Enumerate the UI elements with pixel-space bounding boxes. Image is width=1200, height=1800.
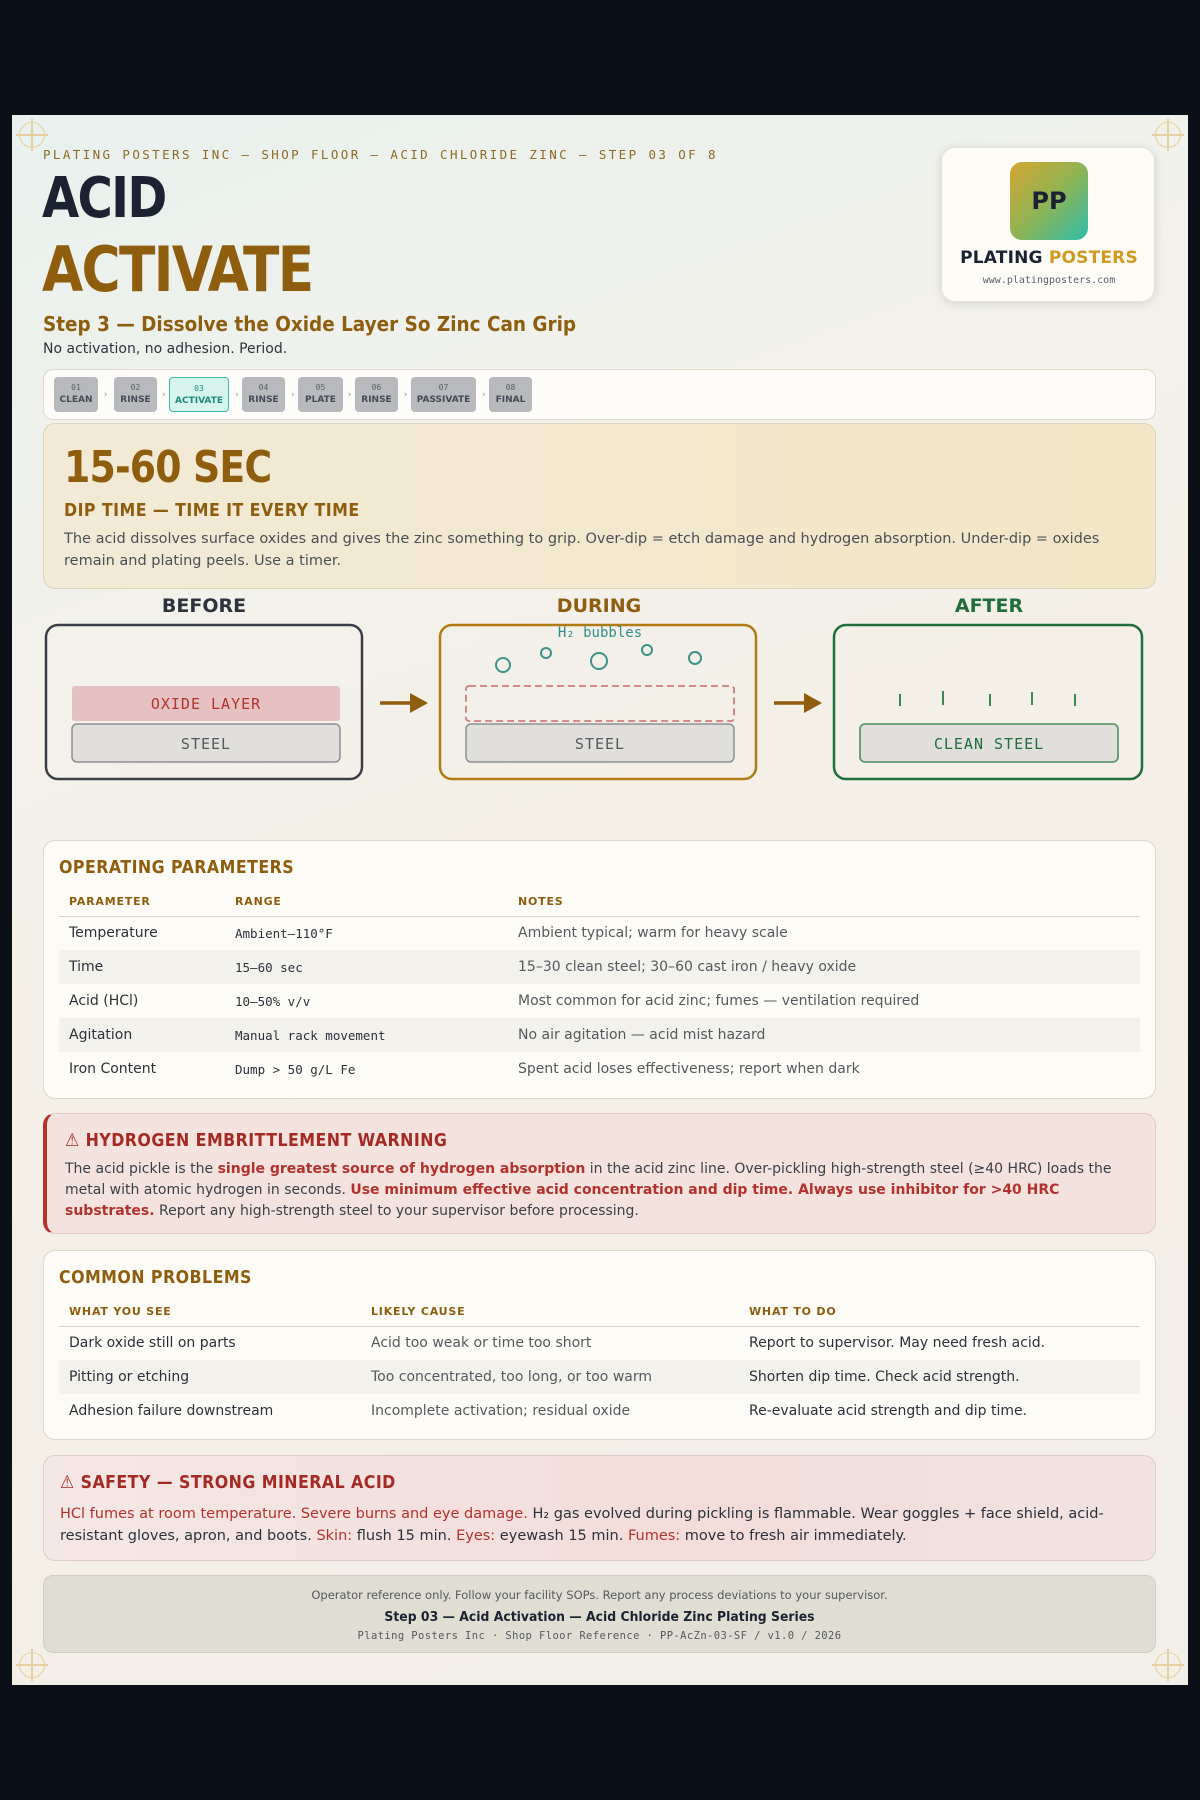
bubble-icon (496, 658, 510, 672)
step-08: 08 FINAL (489, 377, 532, 412)
before-steel-label: STEEL (180, 735, 232, 753)
safety-card (43, 1455, 1156, 1561)
registration-mark-top-right (1155, 122, 1181, 148)
poster (12, 115, 1188, 1685)
dip-time-body: The acid dissolves surface oxides and gives the zinc something to grip. Over-dip = etch damage and hydrogen absorption. Under-dip = oxides remain and plating peels. Use a timer. (64, 531, 1100, 569)
h2-bubbles-label: H₂ bubbles (557, 625, 643, 641)
logo-url: www.platingposters.com (982, 275, 1116, 286)
table-row: Time 15–60 sec 15–30 clean steel; 30–60 cast iron / heavy oxide (59, 950, 1140, 984)
tagline: No activation, no adhesion. Period. (43, 341, 288, 357)
table-row: Pitting or etching Too concentrated, too long, or too warm Shorten dip time. Check acid strength. (59, 1360, 1140, 1394)
chevron-right-icon: › (404, 390, 408, 400)
arrow-right-icon-head (804, 693, 822, 713)
arrow-right-icon-head (410, 693, 428, 713)
step-04: 04 RINSE (242, 377, 285, 412)
registration-mark-top-left (19, 122, 45, 148)
footer (43, 1575, 1156, 1653)
footer-series-title: Step 03 — Acid Activation — Acid Chloride Zinc Plating Series (384, 1609, 815, 1625)
table-row: Dark oxide still on parts Acid too weak or time too short Report to supervisor. May need fresh acid. (69, 1335, 1046, 1352)
chevron-right-icon: › (235, 390, 239, 400)
table-row: Acid (HCl) 10–50% v/v Most common for acid zinc; fumes — ventilation required (69, 993, 920, 1009)
hydrogen-warning-body: The acid pickle is the single greatest source of hydrogen absorption in the acid zinc line. Over-pickling high-strength steel (≥40 HRC) loads the metal with atomic hydrogen in seconds. Use minimum effective acid concentration and dip time. Always use inhibitor for >40 HRC substrates. Report any high-strength steel to your supervisor before processing. (65, 1161, 1112, 1219)
footer-disclaimer: Operator reference only. Follow your facility SOPs. Report any process deviations to your supervisor. (311, 1588, 888, 1602)
during-label: DURING (556, 595, 642, 617)
step-07: 07 PASSIVATE (411, 377, 476, 412)
kicker: PLATING POSTERS INC — SHOP FLOOR — ACID CHLORIDE ZINC — STEP 03 OF 8 (43, 147, 718, 162)
operating-parameters-title: OPERATING PARAMETERS (59, 857, 295, 878)
before-label: BEFORE (161, 595, 247, 617)
step-progress-bar (43, 369, 1156, 420)
logo-card (941, 147, 1155, 302)
operating-parameters-card (43, 840, 1156, 1099)
chevron-right-icon: › (104, 390, 108, 400)
sparkle-mark-icon (900, 691, 1075, 706)
dip-time-value: 15-60 SEC (64, 442, 272, 493)
hydrogen-warning-title: ⚠ HYDROGEN EMBRITTLEMENT WARNING (65, 1130, 448, 1151)
common-problems-title: COMMON PROBLEMS (59, 1267, 252, 1288)
safety-title: ⚠ SAFETY — STRONG MINERAL ACID (60, 1472, 396, 1493)
dip-time-heading: DIP TIME — TIME IT EVERY TIME (64, 500, 360, 521)
bubble-icon (591, 653, 607, 669)
logo-name (942, 248, 1156, 268)
column-header: NOTES (508, 888, 1140, 916)
step-02: 02 RINSE (114, 377, 157, 412)
table-row: Agitation Manual rack movement No air agitation — acid mist hazard (59, 1018, 1140, 1052)
chevron-right-icon: › (482, 390, 486, 400)
footer-reference: Plating Posters Inc · Shop Floor Reference · PP-AcZn-03-SF / v1.0 / 2026 (357, 1630, 842, 1642)
logo-mark-icon: PP (1010, 162, 1088, 240)
step-05: 05 PLATE (298, 377, 343, 412)
title-line-2: ACTIVATE (42, 233, 313, 306)
column-header: RANGE (225, 888, 508, 916)
registration-mark-bottom-right (1155, 1652, 1181, 1678)
step-01: 01 CLEAN (54, 377, 98, 412)
table-row: Temperature Ambient–110°F Ambient typical; warm for heavy scale (69, 925, 788, 942)
chevron-right-icon: › (348, 390, 352, 400)
bubble-icon (689, 652, 701, 664)
step-03-active: 03 ACTIVATE (169, 377, 229, 412)
oxide-layer-label: OXIDE LAYER (150, 695, 262, 713)
after-label: AFTER (954, 595, 1024, 617)
logo-name-part1: PLATING (960, 248, 1049, 268)
dissolving-oxide-outline (466, 686, 734, 721)
table-row: Iron Content Dump > 50 g/L Fe Spent acid loses effectiveness; report when dark (69, 1061, 860, 1077)
column-header: PARAMETER (59, 888, 225, 916)
chevron-right-icon: › (291, 390, 295, 400)
activation-diagram (12, 595, 1188, 805)
safety-body: HCl fumes at room temperature. Severe burns and eye damage. H₂ gas evolved during pickling is flammable. Wear goggles + face shield, acid-resistant gloves, apron, and boots. Skin: flush 15 min. Eyes: eyewash 15 min. Fumes: move to fresh air immediately. (60, 1506, 1104, 1544)
column-header: WHAT TO DO (739, 1298, 1140, 1326)
subtitle: Step 3 — Dissolve the Oxide Layer So Zinc Can Grip (43, 312, 577, 336)
hydrogen-warning-card (43, 1113, 1156, 1234)
table-header-row (59, 1298, 1140, 1326)
table-header-row (59, 888, 1140, 916)
common-problems-card (43, 1250, 1156, 1440)
bubble-icon (541, 648, 551, 658)
table-row: Adhesion failure downstream Incomplete activation; residual oxide Re-evaluate acid strength and dip time. (69, 1403, 1028, 1419)
common-problems-table (59, 1298, 1140, 1428)
step-06: 06 RINSE (355, 377, 398, 412)
title-line-1: ACID (42, 166, 166, 231)
registration-mark-bottom-left (19, 1652, 45, 1678)
column-header: LIKELY CAUSE (361, 1298, 739, 1326)
operating-parameters-table (59, 888, 1140, 1086)
logo-name-part2: POSTERS (1048, 248, 1138, 268)
during-steel-label: STEEL (574, 735, 626, 753)
dip-time-card (43, 423, 1156, 589)
column-header: WHAT YOU SEE (59, 1298, 361, 1326)
bubble-icon (642, 645, 652, 655)
after-steel-label: CLEAN STEEL (933, 735, 1045, 753)
chevron-right-icon: › (162, 390, 166, 400)
